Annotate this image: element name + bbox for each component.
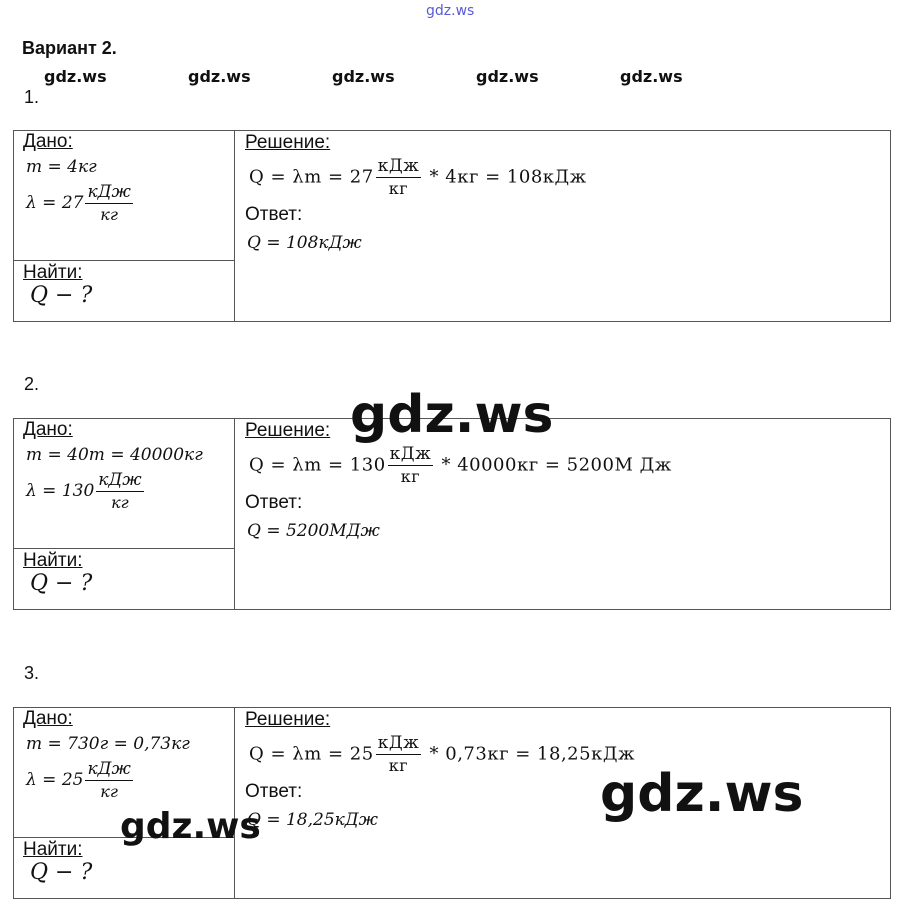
solution-label: Решение: [245,709,331,730]
fraction-numerator: кДж [98,470,142,490]
page-title: Вариант 2. [22,38,117,58]
formula-suffix: * 0,73кг = 18,25кДж [429,743,636,765]
watermark: gdz.ws [44,67,107,86]
solution-cell [235,131,891,322]
find-cell [14,549,235,610]
formula-prefix: Q = λm = 27 [249,166,374,188]
solution-formula [235,155,890,200]
fraction-numerator: кДж [377,733,420,753]
find-value: Q − ? [30,571,93,596]
solution-cell [235,419,891,610]
fraction-denominator: кг [400,467,421,486]
given-label: Дано: [23,708,73,729]
answer-label: Ответ: [245,204,303,225]
task-table [13,418,891,610]
watermark-top: gdz.ws [426,3,475,19]
answer-label: Ответ: [245,781,303,802]
answer-label: Ответ: [245,492,303,513]
task-table [13,130,891,322]
solution-formula [235,443,890,488]
watermark-large: gdz.ws [600,764,804,824]
given-cell [14,419,235,549]
watermark: gdz.ws [188,67,251,86]
find-label: Найти: [23,550,83,571]
watermark: gdz.ws [332,67,395,86]
answer-value: Q = 108кДж [247,233,362,253]
fraction-denominator: кг [388,756,409,775]
given-mass: m = 4кг [26,157,97,177]
watermark: gdz.ws [620,67,683,86]
given-lambda [14,758,234,803]
find-value: Q − ? [30,860,93,885]
fraction-denominator: кг [100,205,118,224]
fraction-denominator: кг [111,493,129,512]
task-number: 1. [24,87,40,107]
given-label: Дано: [23,419,73,440]
watermark-large: gdz.ws [120,806,261,847]
find-label: Найти: [23,262,83,283]
given-label: Дано: [23,131,73,152]
find-cell [14,261,235,322]
fraction-numerator: кДж [389,444,432,464]
given-lambda [14,469,234,514]
given-cell [14,131,235,261]
formula-prefix: Q = λm = 25 [249,743,374,765]
fraction-denominator: кг [388,179,409,198]
formula-suffix: * 4кг = 108кДж [429,166,587,188]
watermark-large: gdz.ws [350,385,554,445]
lambda-prefix: λ = 25 [26,770,84,790]
answer-value: Q = 18,25кДж [247,810,378,830]
given-mass: m = 40т = 40000кг [26,445,203,465]
task-number: 3. [24,663,40,683]
lambda-prefix: λ = 130 [26,481,95,501]
lambda-prefix: λ = 27 [26,193,84,213]
solution-label: Решение: [245,132,331,153]
formula-suffix: * 40000кг = 5200М Дж [441,454,672,476]
fraction-numerator: кДж [377,156,420,176]
fraction-denominator: кг [100,782,118,801]
find-value: Q − ? [30,283,93,308]
watermark: gdz.ws [476,67,539,86]
solution-label: Решение: [245,420,331,441]
given-mass: m = 730г = 0,73кг [26,734,190,754]
fraction-numerator: кДж [87,759,131,779]
given-lambda [14,181,234,226]
answer-value: Q = 5200МДж [247,521,380,541]
fraction-numerator: кДж [87,182,131,202]
find-label: Найти: [23,839,83,860]
task-number: 2. [24,374,40,394]
formula-prefix: Q = λm = 130 [249,454,386,476]
